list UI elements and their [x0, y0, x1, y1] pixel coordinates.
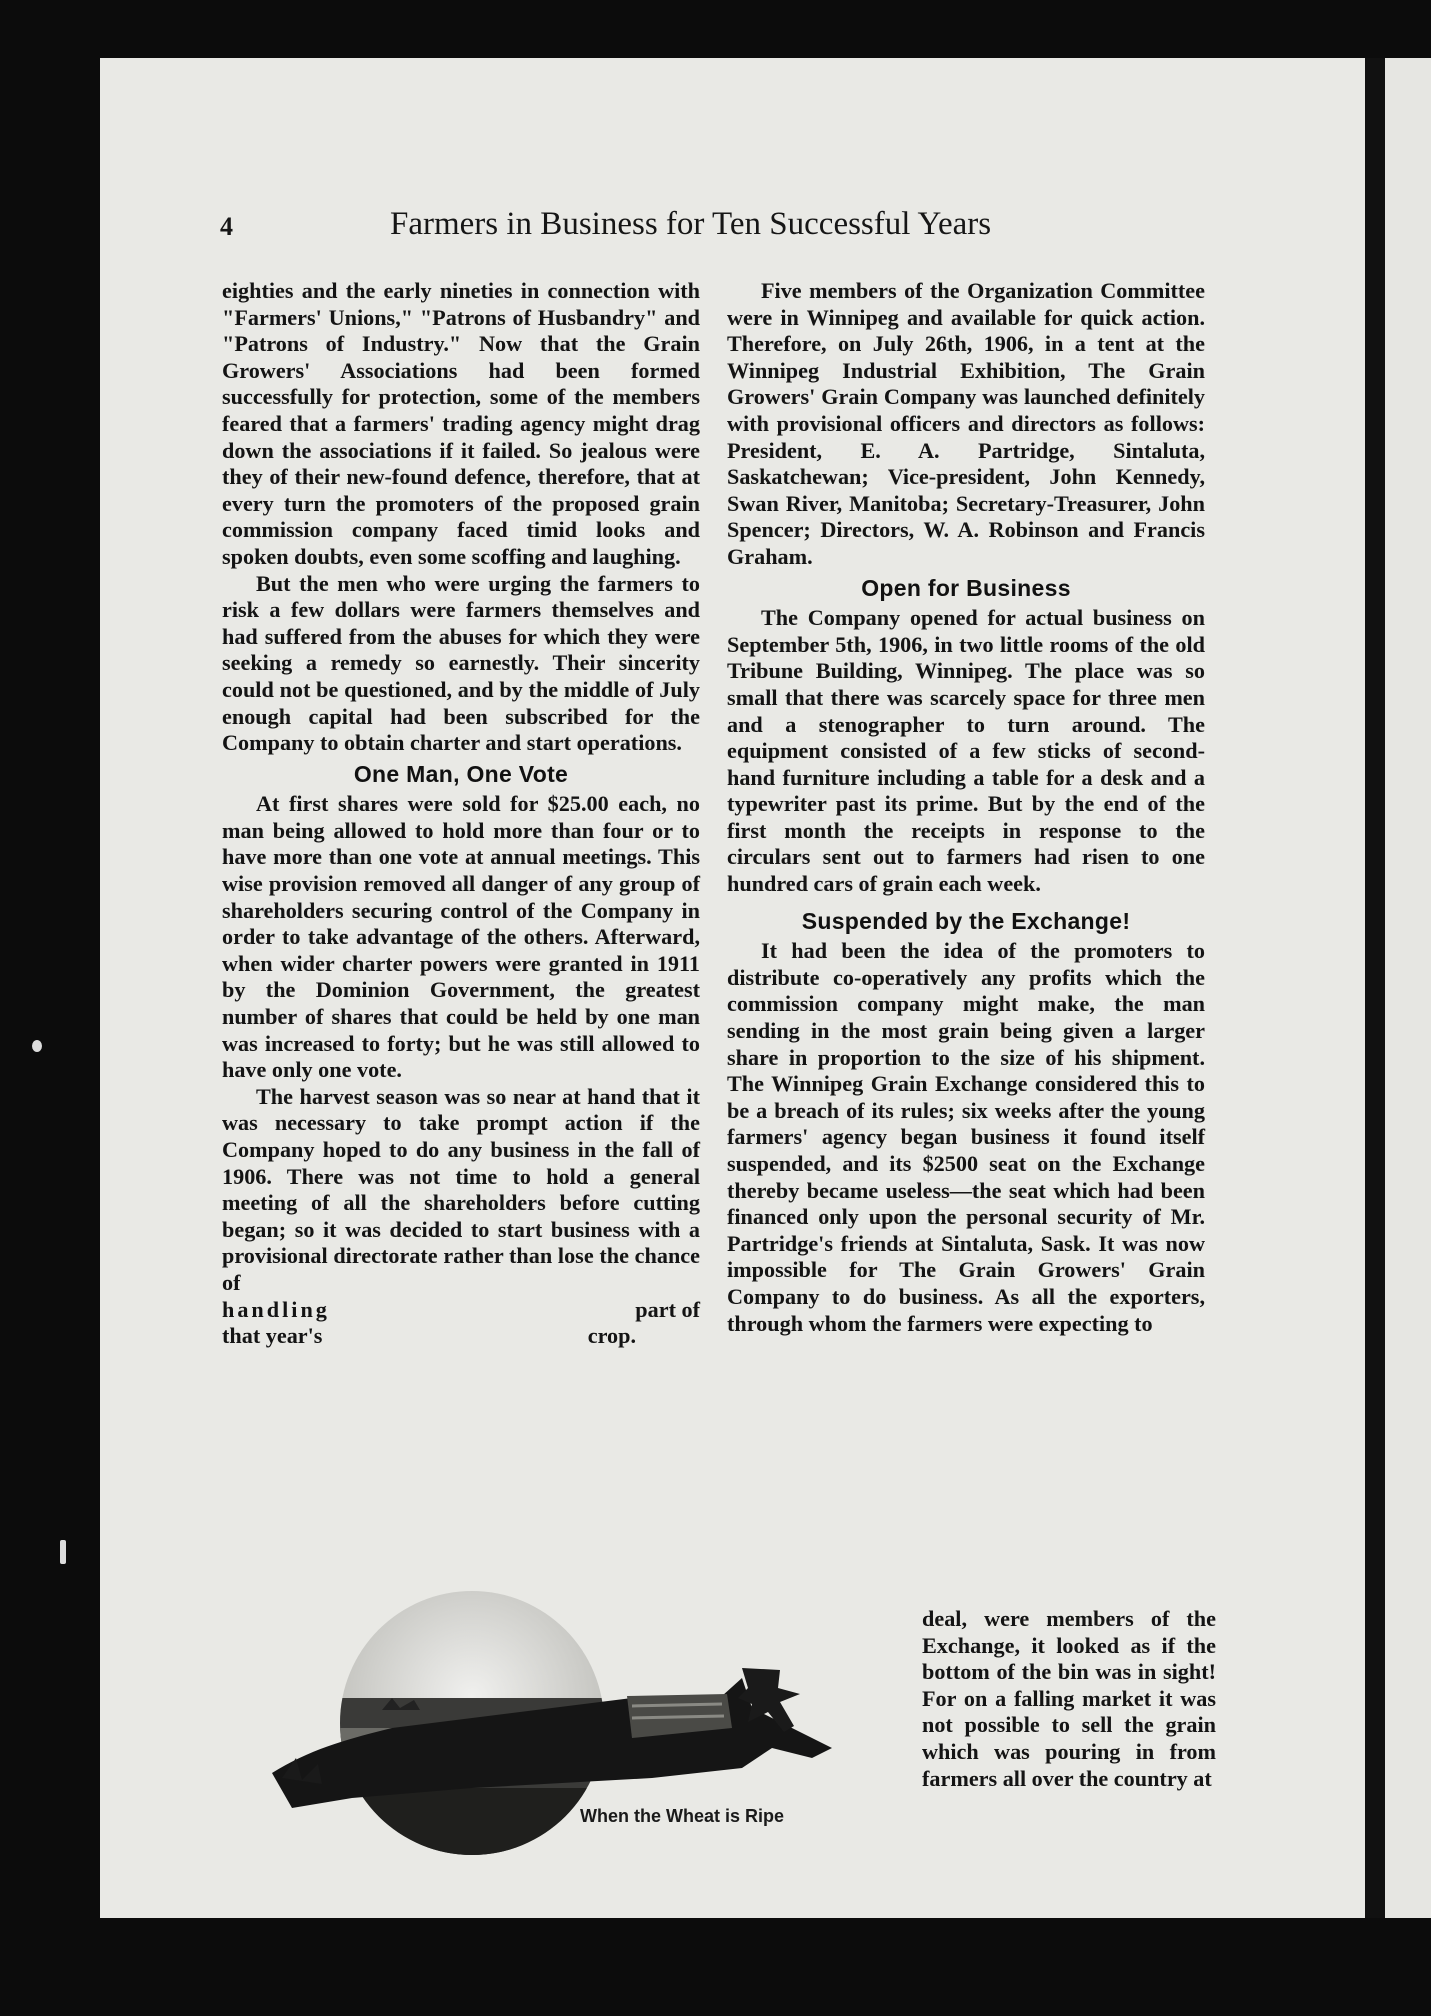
paragraph: The Company opened for actual business on September 5th, 1906, in two little rooms of the old Tribune Building, Winnipeg. The place was so small that there was scarcely space for three men and a stenographer to turn around. The equipment consisted of a few sticks of second-hand furniture including a table for a desk and a typewriter past its prime. But by the end of the first month the receipts in response to the circulars sent out to farmers had risen to one hundred cars of grain each week.	[727, 605, 1205, 897]
paragraph: It had been the idea of the promoters to distribute co-operatively any profits which the commission company might make, the man sending in the most grain being given a larger share in proportion to the size of his shipment. The Winnipeg Grain Exchange considered this to be a breach of its rules; six weeks after the young farmers' agency began business it found itself suspended, and its $2500 seat on the Exchange thereby became useless—the seat which had been financed only upon the personal security of Mr. Partridge's friends at Sintaluta, Sask. It was now impossible for The Grain Growers' Grain Company to do business. As all the exporters, through whom the farmers were expecting to	[727, 938, 1205, 1336]
adjacent-page-edge	[1385, 58, 1431, 1918]
paragraph: At first shares were sold for $25.00 each, no man being allowed to hold more than four or to have more than one vote at annual meetings. This wise provision removed all danger of any group of shareholders securing control of the Company in order to take advantage of the others. Afterward, when wider charter powers were granted in 1911 by the Dominion Government, the greatest number of shares that could be held by one man was increased to forty; but he was still allowed to have only one vote.	[222, 791, 700, 1083]
section-heading: One Man, One Vote	[353, 760, 569, 787]
line-left-text: handling	[222, 1296, 330, 1322]
wrapped-line	[222, 1323, 700, 1350]
section-heading: Open for Business	[861, 574, 1071, 601]
scan-speck	[32, 1040, 42, 1052]
wrapped-line	[222, 1297, 700, 1324]
running-head: Farmers in Business for Ten Successful Years	[390, 206, 992, 242]
paragraph: The harvest season was so near at hand that it was necessary to take prompt action if the Company hoped to do any business in the fall of 1906. There was not time to hold a general meeting of all the shareholders before cutting began; so it was decided to start business with a provisional directorate rather than lose the chance of	[222, 1083, 700, 1295]
section-heading: Suspended by the Exchange!	[801, 907, 1131, 934]
figure-caption: When the Wheat is Ripe	[580, 1806, 785, 1826]
right-column	[727, 278, 1205, 1337]
paragraph: Five members of the Organization Committee were in Winnipeg and available for quick action. Therefore, on July 26th, 1906, in a tent at the Winnipeg Industrial Exhibition, The Grain Growers' Grain Company was launched definitely with provisional officers and directors as follows: President, E. A. Partridge, Sintaluta, Saskatchewan; Vice-president, John Kennedy, Swan River, Manitoba; Secretary-Treasurer, John Spencer; Directors, W. A. Robinson and Francis Graham.	[727, 278, 1205, 569]
paragraph: eighties and the early nineties in connection with "Farmers' Unions," "Patrons of Husbandry" and "Patrons of Industry." Now that the Grain Growers' Associations had been formed successfully for protection, some of the members feared that a farmers' trading agency might drag down the associations if it failed. So jealous were they of their new-found defence, therefore, that at every turn the promoters of the proposed grain commission company faced timid looks and spoken doubts, even some scoffing and laughing.	[222, 278, 700, 569]
left-column	[222, 278, 700, 1350]
wrapped-paragraph-tail: deal, were members of the Exchange, it looked as if the bottom of the bin was in sight! For on a falling market it was not possible to sell the grain which was pouring in from farmers all over the country at	[922, 1606, 1216, 1791]
line-right-text: part of	[635, 1296, 700, 1322]
line-left-text: that year's	[222, 1323, 323, 1349]
scan-speck	[60, 1540, 66, 1564]
page-number: 4	[220, 212, 233, 241]
page-gutter-shadow	[1365, 58, 1385, 1918]
line-right-text: crop.	[587, 1323, 636, 1349]
paragraph: But the men who were urging the farmers to risk a few dollars were farmers themselves and had suffered from the abuses for which they were seeking a remedy so earnestly. Their sincerity could not be questioned, and by the middle of July enough capital had been subscribed for the Company to obtain charter and start operations.	[222, 570, 700, 756]
